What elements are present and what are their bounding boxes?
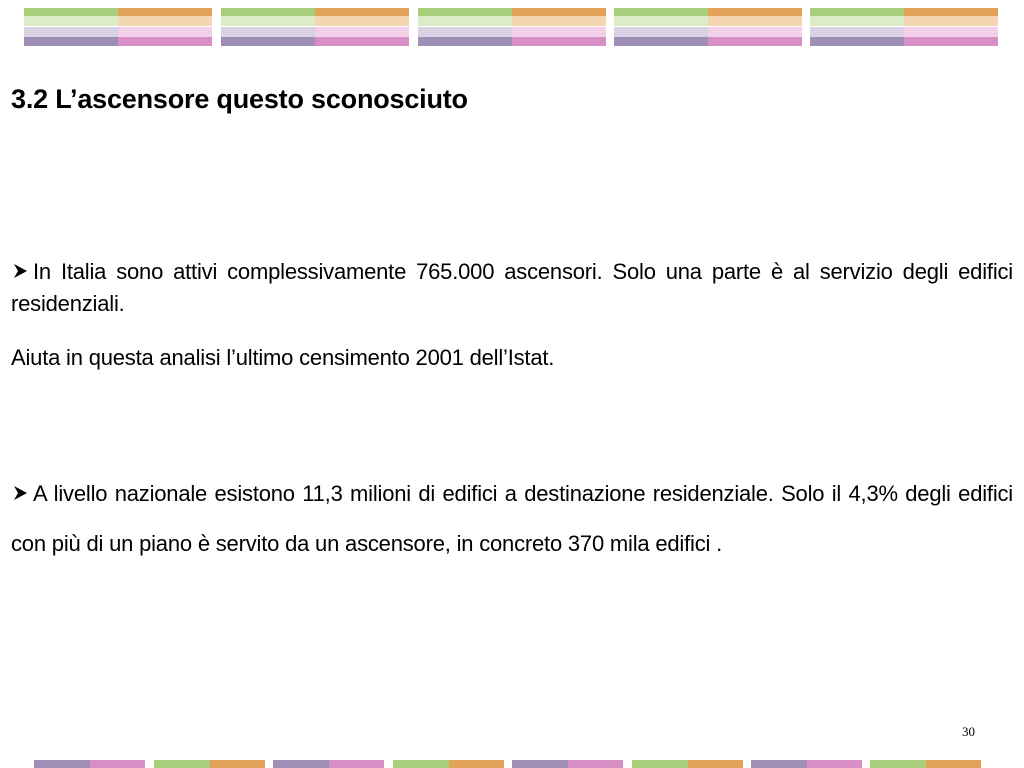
bullet-paragraph-1 (11, 256, 1013, 320)
arrow-bullet-icon (11, 261, 33, 281)
paragraph-3-text: A livello nazionale esistono 11,3 milioni di edifici a destinazione residenziale. Solo il 4,3% degli edifici con più di un piano è servito da un ascensore, in concreto 370 mila edifici . (11, 481, 1013, 556)
paragraph-1-text: In Italia sono attivi complessivamente 765.000 ascensori. Solo una parte è al servizio degli edifici residenziali. (11, 259, 1013, 316)
top-decorative-banner (0, 0, 1024, 52)
paragraph-2: Aiuta in questa analisi l’ultimo censimento 2001 dell’Istat. (11, 345, 555, 370)
banner-block-4 (614, 8, 802, 46)
bullet-paragraph-3 (11, 469, 1013, 569)
banner-block-5 (810, 8, 998, 46)
arrow-bullet-icon (11, 483, 33, 503)
banner-block-3 (418, 8, 606, 46)
page-number: 30 (962, 724, 975, 739)
bottom-decorative-banner (0, 755, 1024, 768)
banner-block-1 (24, 8, 212, 46)
banner-block-2 (221, 8, 409, 46)
slide-title: 3.2 L’ascensore questo sconosciuto (11, 84, 468, 114)
